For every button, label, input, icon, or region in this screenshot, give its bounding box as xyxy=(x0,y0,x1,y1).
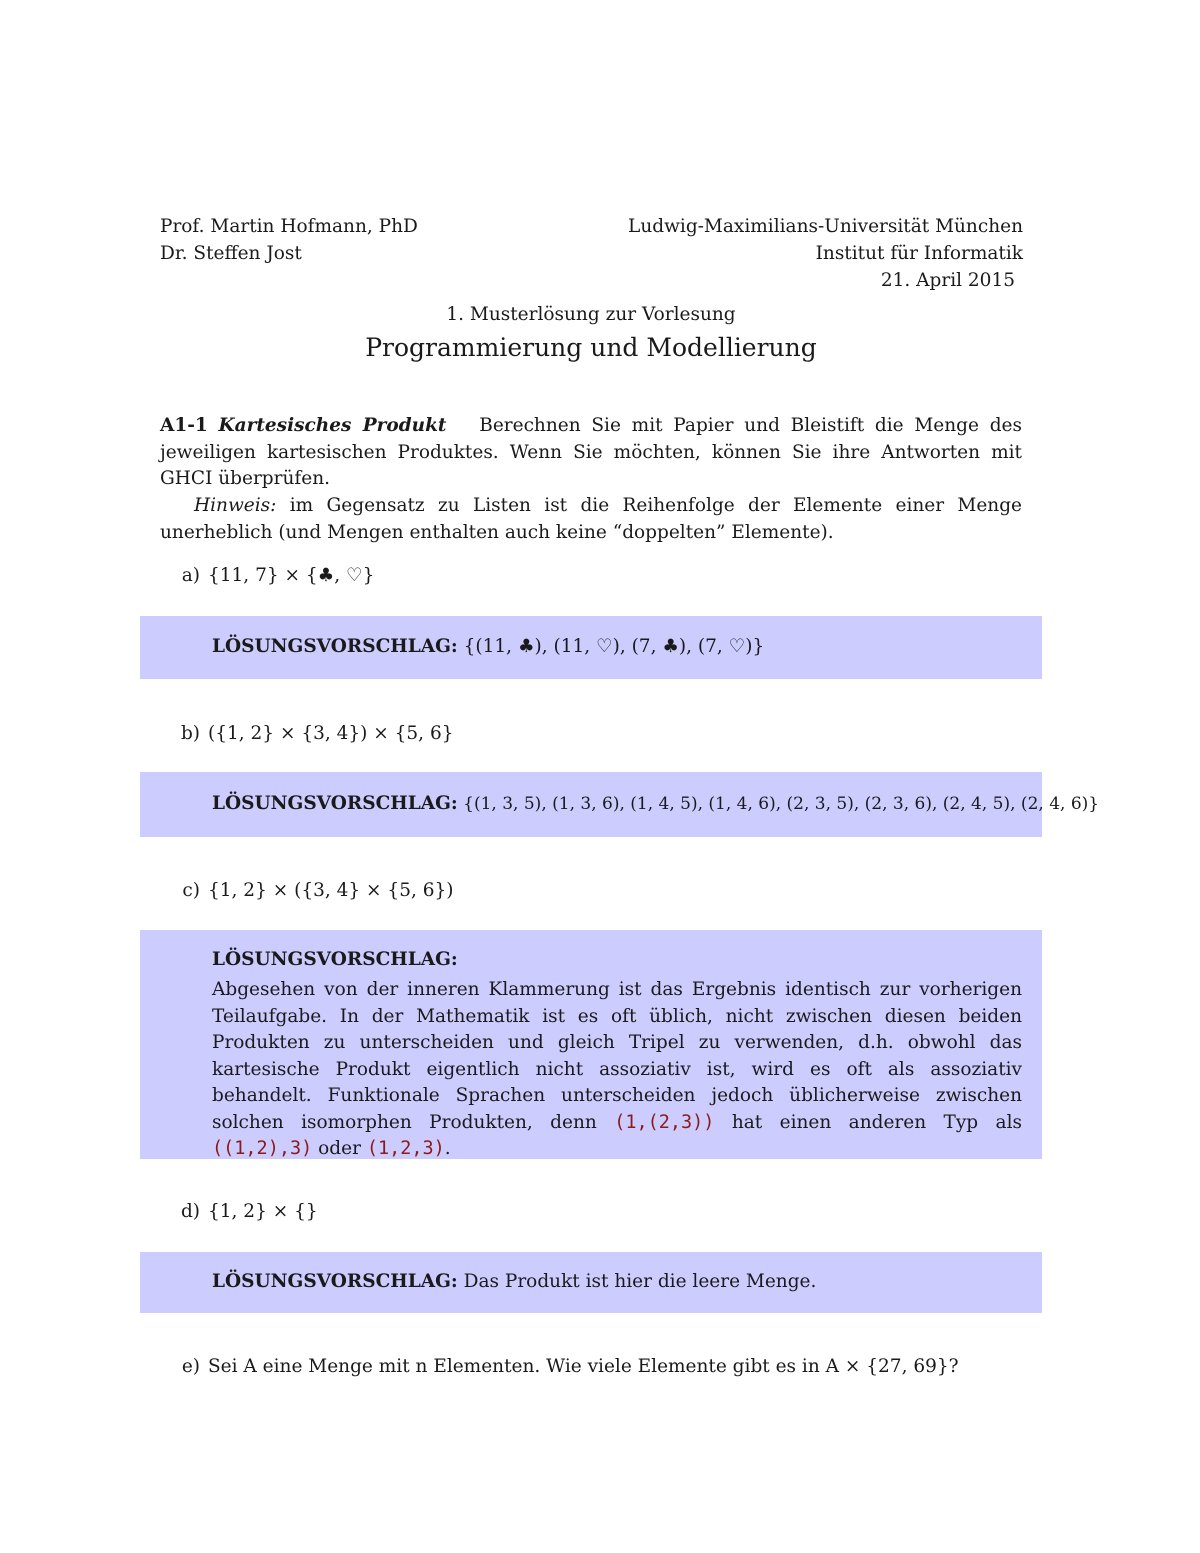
solution-text-or: oder xyxy=(318,1138,361,1159)
solution-label: LÖSUNGSVORSCHLAG: xyxy=(212,636,458,657)
exercise-description: Berechnen Sie mit Papier und Bleistift die Menge des jeweiligen kartesischen Produktes. Wenn Sie möchten, können Sie ihre Antworten mit GHCI überprüfen. xyxy=(160,415,1022,489)
code-nested-left: ((1,2),3) xyxy=(212,1138,313,1159)
hint-label: Hinweis: xyxy=(194,495,277,516)
code-triple: (1,2,3) xyxy=(366,1138,445,1159)
question-tag: d) xyxy=(180,1201,200,1222)
solution-box-d xyxy=(140,1252,1042,1313)
solution-explanation xyxy=(212,977,1022,1163)
solution-label: LÖSUNGSVORSCHLAG: xyxy=(212,1271,458,1292)
question-a xyxy=(170,565,374,586)
question-expression: {1, 2} × {} xyxy=(208,1201,318,1222)
question-tag: c) xyxy=(182,880,200,901)
institute: Institut für Informatik xyxy=(815,243,1023,264)
document-subtitle: 1. Musterlösung zur Vorlesung xyxy=(446,304,736,325)
solution-text-end: . xyxy=(444,1138,451,1159)
question-e xyxy=(170,1356,959,1377)
question-expression: {1, 2} × ({3, 4} × {5, 6}) xyxy=(208,880,454,901)
question-d xyxy=(170,1201,318,1222)
hint-text: im Gegensatz zu Listen ist die Reihenfolge der Elemente einer Menge unerheblich (und Mengen enthalten auch keine “doppelten” Elemente). xyxy=(160,495,1022,543)
exercise-name: Kartesisches Produkt xyxy=(218,415,447,436)
question-expression: {11, 7} × {♣, ♡} xyxy=(208,565,375,586)
solution-label: LÖSUNGSVORSCHLAG: xyxy=(212,793,458,814)
question-expression: ({1, 2} × {3, 4}) × {5, 6} xyxy=(208,723,454,744)
question-c xyxy=(170,880,454,901)
question-tag: a) xyxy=(181,565,200,586)
code-nested-right: (1,(2,3)) xyxy=(614,1111,715,1133)
university: Ludwig-Maximilians-Universität München xyxy=(628,216,1023,237)
exercise-id: A1-1 xyxy=(160,415,208,436)
solution-text-mid: hat einen anderen Typ als xyxy=(731,1111,1022,1133)
solution-label: LÖSUNGSVORSCHLAG: xyxy=(212,949,458,970)
solution-text: Abgesehen von der inneren Klammerung ist das Ergebnis identisch zur vorherigen Teilaufgabe. In der Mathematik ist es oft üblich, nicht zwischen diesen beiden Produkten zu unterscheiden und gleich Tripel zu verwenden, d.h. obwohl das kartesische Produkt eigentlich nicht assoziativ ist, wird es oft als assoziativ behandelt. Funktionale Sprachen unterscheiden jedoch üblicherweise zwischen solchen isomorphen Produkten, denn xyxy=(212,979,1022,1133)
exercise-intro xyxy=(160,413,1022,493)
solution-box-c xyxy=(140,930,1042,1159)
question-tag: e) xyxy=(181,1356,200,1377)
solution-value: {(11, ♣), (11, ♡), (7, ♣), (7, ♡)} xyxy=(463,636,765,657)
author-1: Prof. Martin Hofmann, PhD xyxy=(160,216,418,237)
question-tag: b) xyxy=(180,723,200,744)
author-2: Dr. Steffen Jost xyxy=(160,243,302,264)
exercise-hint xyxy=(160,493,1022,546)
solution-box-b xyxy=(140,772,1100,837)
solution-value: {(1, 3, 5), (1, 3, 6), (1, 4, 5), (1, 4, 6), (2, 3, 5), (2, 3, 6), (2, 4, 5), (2, 4, 6)} xyxy=(463,794,1100,814)
question-text: Sei A eine Menge mit n Elementen. Wie viele Elemente gibt es in A × {27, 69}? xyxy=(208,1356,959,1377)
date: 21. April 2015 xyxy=(880,270,1015,291)
solution-box-a xyxy=(140,616,1042,679)
solution-value: Das Produkt ist hier die leere Menge. xyxy=(463,1271,817,1292)
document-title: Programmierung und Modellierung xyxy=(365,333,817,362)
question-b xyxy=(170,723,454,744)
